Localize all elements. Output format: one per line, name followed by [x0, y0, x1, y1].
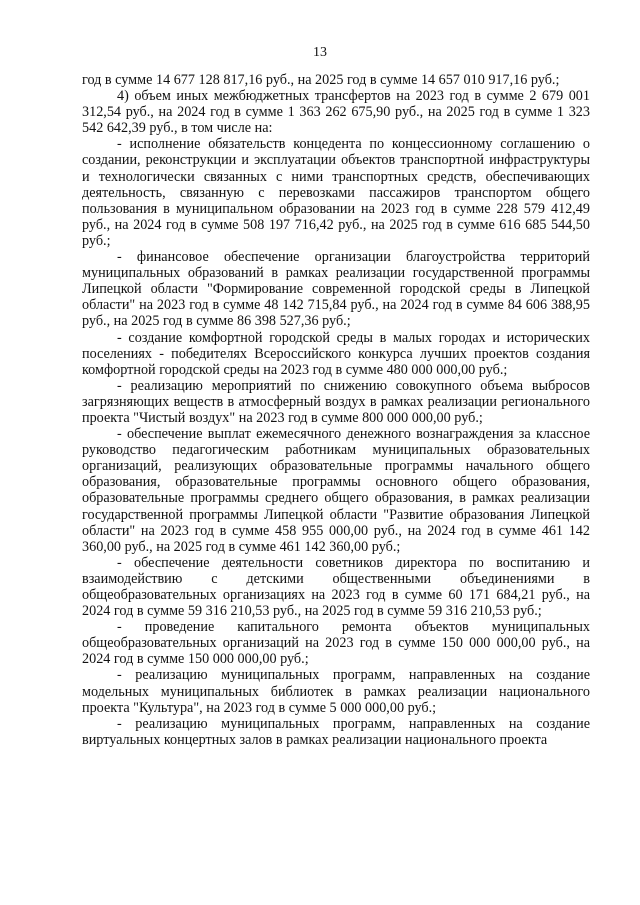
list-item-virtual-concert-halls: - реализацию муниципальных программ, направленных на создание виртуальных концертных залов в рамках реализации национального проекта [82, 715, 590, 748]
list-item-clean-air: - реализацию мероприятий по снижению совокупного объема выбросов загрязняющих веществ в атмосферный воздух в рамках реализации регионального проекта "Чистый воздух" на 2023 год в сумме 800 000 000,00 руб.; [82, 377, 590, 426]
list-item-capital-repair: - проведение капитального ремонта объектов муниципальных общеобразовательных организаций на 2023 год в сумме 150 000 000,00 руб., на 2024 год в сумме 150 000 000,00 руб.; [82, 619, 590, 668]
list-item-class-guidance: - обеспечение выплат ежемесячного денежного вознаграждения за классное руководство педагогическим работникам муниципальных образовательных организаций, реализующих образовательные программы начального общего образования, образовательные программы основного общего образования, образовательные программы среднего общего образования, в рамках реализации государственной программы Липецкой области "Развитие образования Липецкой области" на 2023 год в сумме 458 955 000,00 руб., на 2024 год в сумме 461 142 360,00 руб., на 2025 год в сумме 461 142 360,00 руб.; [82, 426, 590, 555]
list-item-concession: - исполнение обязательств концедента по концессионному соглашению о создании, реконструкции и эксплуатации объектов транспортной инфраструктуры и технологически связанных с ними транспортных средств, обеспечивающих деятельность, связанную с перевозками пассажиров транспортом общего пользования в муниципальном образовании на 2023 год в сумме 228 579 412,49 руб., на 2024 год в сумме 508 197 716,42 руб., на 2025 год в сумме 616 685 544,50 руб.; [82, 136, 590, 249]
document-body [82, 72, 590, 748]
list-item-small-towns: - создание комфортной городской среды в малых городах и исторических поселениях - победителях Всероссийского конкурса лучших проектов создания комфортной городской среды на 2023 год в сумме 480 000 000,00 руб.; [82, 329, 590, 378]
page-number: 13 [313, 45, 327, 60]
list-item-education-advisors: - обеспечение деятельности советников директора по воспитанию и взаимодействию с детскими общественными объединениями в общеобразовательных организациях на 2023 год в сумме 60 171 684,21 руб., на 2024 год в сумме 59 316 210,53 руб., на 2025 год в сумме 59 316 210,53 руб.; [82, 554, 590, 620]
list-item-urban-environment: - финансовое обеспечение организации благоустройства территорий муниципальных образований в рамках реализации государственной программы Липецкой области "Формирование современной городской среды в Липецкой области" на 2023 год в сумме 48 142 715,84 руб., на 2024 год в сумме 84 606 388,95 руб., на 2025 год в сумме 86 398 527,36 руб.; [82, 249, 590, 330]
paragraph-interbudget-transfers: 4) объем иных межбюджетных трансфертов на 2023 год в сумме 2 679 001 312,54 руб., на 2024 год в сумме 1 363 262 675,90 руб., на 2025 год в сумме 1 323 542 642,39 руб., в том числе на: [82, 88, 590, 137]
paragraph-budget-continuation: год в сумме 14 677 128 817,16 руб., на 2025 год в сумме 14 657 010 917,16 руб.; [82, 72, 560, 88]
list-item-model-libraries: - реализацию муниципальных программ, направленных на создание модельных муниципальных библиотек в рамках реализации национального проекта "Культура", на 2023 год в сумме 5 000 000,00 руб.; [82, 667, 590, 716]
